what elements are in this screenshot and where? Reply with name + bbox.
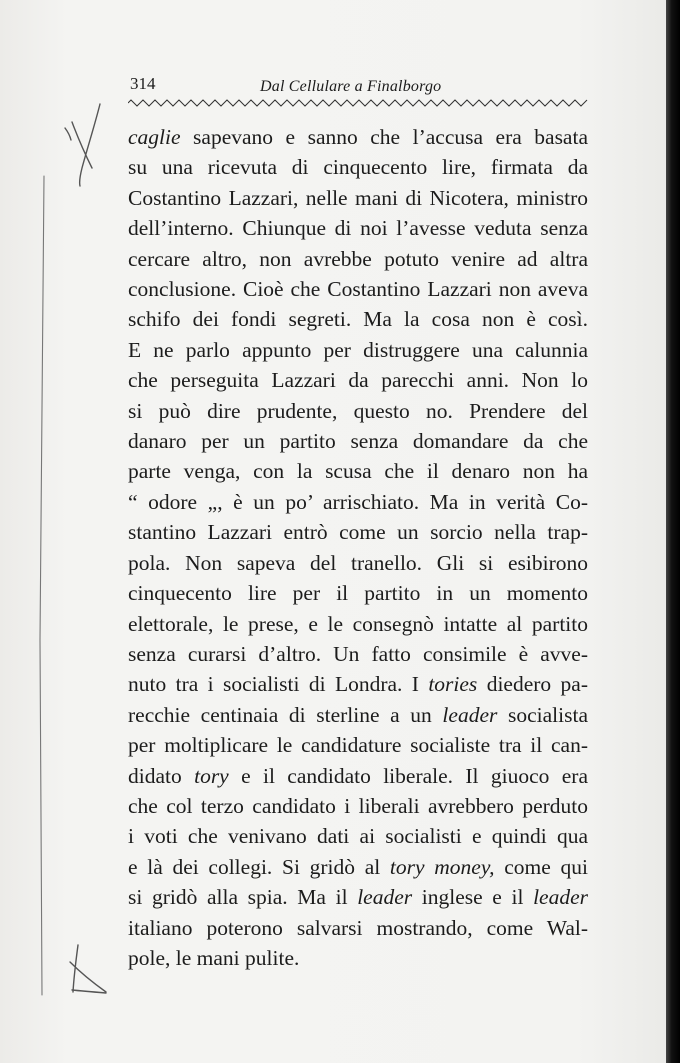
- text-span: nuto tra i socialisti di Londra. I: [128, 672, 429, 697]
- text-span: per moltiplicare le candidature socialiste tra il can-: [128, 733, 588, 758]
- header-wavy-rule: [128, 97, 588, 109]
- text-line: [128, 943, 588, 973]
- italic-span: leader: [533, 885, 588, 910]
- text-line: [128, 365, 588, 395]
- text-span: cinquecento lire per il partito in un momento: [128, 581, 588, 606]
- text-line: [128, 152, 588, 182]
- text-span: recchie centinaia di sterline a un: [128, 702, 443, 727]
- text-span: elettorale, le prese, e le consegnò intatte al partito: [128, 611, 588, 636]
- text-line: [128, 548, 588, 578]
- italic-span: tory: [194, 763, 229, 788]
- text-span: conclusione. Cioè che Costantino Lazzari non aveva: [128, 277, 588, 302]
- text-span: come qui: [494, 854, 588, 879]
- text-span: che perseguita Lazzari da parecchi anni. Non lo: [128, 368, 588, 393]
- italic-span: caglie: [128, 125, 181, 149]
- text-line: [128, 669, 588, 699]
- text-span: si può dire prudente, questo no. Prendere del: [128, 398, 588, 423]
- text-span: socialista: [497, 702, 588, 727]
- text-span: su una ricevuta di cinquecento lire, firmata da: [128, 155, 588, 180]
- text-line: [128, 852, 588, 882]
- text-line: [128, 913, 588, 943]
- text-line: [128, 244, 588, 274]
- text-line: [128, 274, 588, 304]
- text-line: [128, 183, 588, 213]
- text-span: i voti che venivano dati ai socialisti e quindi qua: [128, 824, 588, 849]
- text-span: schifo dei fondi segreti. Ma la cosa non è così.: [128, 307, 588, 332]
- pencil-cross-bottom-icon: [70, 945, 106, 993]
- text-line: [128, 639, 588, 669]
- text-span: E ne parlo appunto per distruggere una calunnia: [128, 337, 588, 362]
- body-text: [128, 122, 588, 973]
- text-span: italiano poterono salvarsi mostrando, come Wal-: [128, 915, 588, 940]
- italic-span: leader: [357, 885, 413, 910]
- text-line: [128, 609, 588, 639]
- text-span: danaro per un partito senza domandare da che: [128, 429, 588, 454]
- running-title: Dal Cellulare a Finalborgo: [260, 78, 442, 95]
- text-span: pola. Non sapeva del tranello. Gli si esibirono: [128, 550, 588, 575]
- text-line: [128, 335, 588, 365]
- text-span: “ odore „, è un po’ arrischiato. Ma in verità Co-: [128, 489, 588, 514]
- margin-pencil-marks: [0, 0, 130, 1063]
- text-line: [128, 882, 588, 912]
- text-span: pole, le mani pulite.: [128, 945, 300, 970]
- text-line: [128, 578, 588, 608]
- text-span: e là dei collegi. Si gridò al: [128, 854, 390, 879]
- text-span: didato: [128, 763, 195, 788]
- italic-span: tories: [428, 672, 478, 697]
- text-span: stantino Lazzari entrò come un sorcio nella trap-: [128, 520, 588, 545]
- text-line: [128, 517, 588, 547]
- italic-span: leader: [442, 702, 498, 727]
- text-line: [128, 761, 588, 791]
- text-span: sapevano e sanno che l’accusa era basata: [180, 125, 588, 149]
- text-line: [128, 213, 588, 243]
- italic-span: tory money,: [389, 854, 495, 879]
- text-span: dell’interno. Chiunque di noi l’avesse veduta senza: [128, 216, 588, 241]
- text-span: si gridò alla spia. Ma il: [128, 885, 358, 910]
- text-line: [128, 426, 588, 456]
- text-span: Costantino Lazzari, nelle mani di Nicotera, ministro: [128, 185, 588, 210]
- text-line: [128, 122, 588, 152]
- text-span: e il candidato liberale. Il giuoco era: [228, 763, 588, 788]
- text-span: parte venga, con la scusa che il denaro non ha: [128, 459, 588, 484]
- book-spine-shadow: [666, 0, 680, 1063]
- text-span: che col terzo candidato i liberali avrebbero perduto: [128, 793, 588, 818]
- text-span: inglese e il: [412, 885, 534, 910]
- text-line: [128, 700, 588, 730]
- text-line: [128, 396, 588, 426]
- text-span: diedero pa-: [477, 672, 588, 697]
- text-line: [128, 791, 588, 821]
- pencil-cross-top-icon: [65, 104, 100, 186]
- pencil-margin-line-icon: [40, 176, 44, 995]
- text-line: [128, 730, 588, 760]
- text-line: [128, 456, 588, 486]
- text-span: senza curarsi d’altro. Un fatto consimile è avve-: [128, 641, 588, 666]
- text-line: [128, 487, 588, 517]
- text-line: [128, 821, 588, 851]
- page-number: 314: [130, 74, 156, 93]
- text-span: cercare altro, non avrebbe potuto venire ad altra: [128, 246, 588, 271]
- text-line: [128, 304, 588, 334]
